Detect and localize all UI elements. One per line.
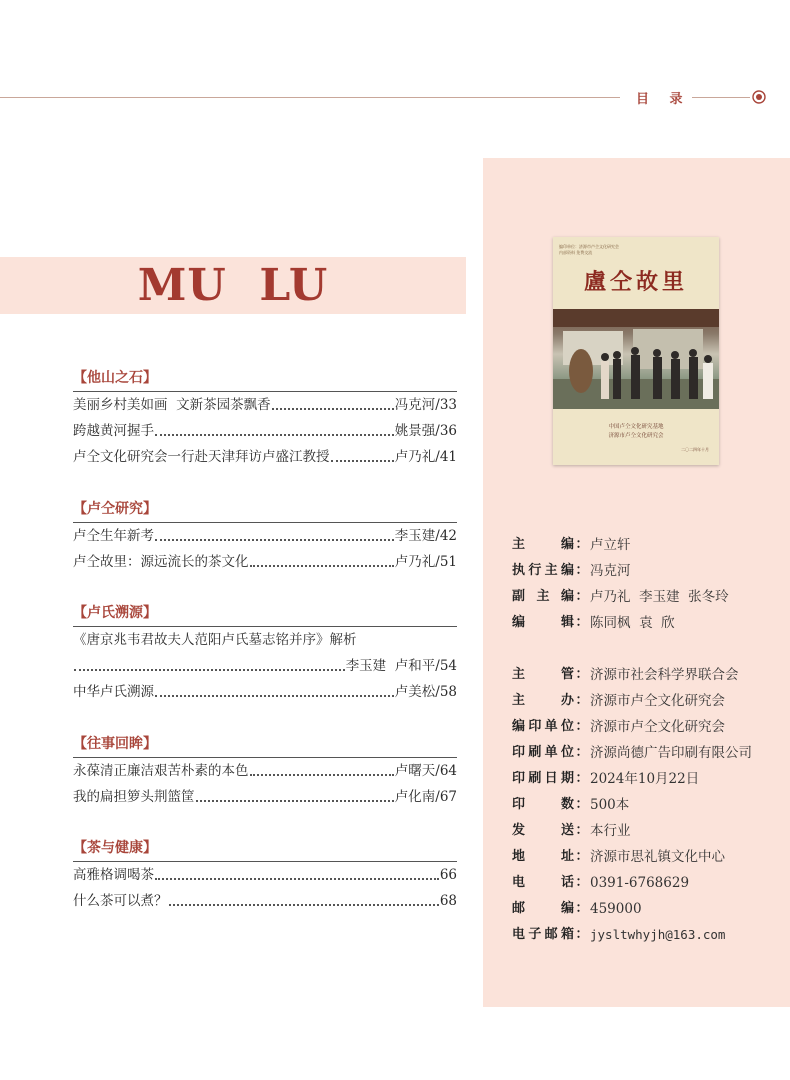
entry-page: 68	[439, 893, 457, 909]
entry-author-page: 卢乃礼/41	[394, 449, 457, 465]
info-row	[512, 532, 782, 558]
info-colon: ：	[575, 537, 589, 552]
cover-sub-line: 中国卢仝文化研究基地	[608, 424, 664, 430]
toc-entry[interactable]	[73, 758, 457, 784]
info-value: 济源市社会科学界联合会	[590, 667, 739, 683]
info-row	[512, 844, 782, 870]
info-label: 印 刷 单 位	[512, 745, 574, 760]
info-colon: ：	[575, 849, 589, 864]
cover-subtitle	[553, 423, 719, 441]
toc-entry[interactable]	[73, 523, 457, 549]
entry-title: 跨越黄河握手	[73, 423, 154, 439]
entry-author-page: 卢曙天/64	[394, 763, 457, 779]
info-label: 电 子 邮 箱	[512, 927, 574, 942]
toc-entry[interactable]	[73, 392, 457, 418]
info-row	[512, 896, 782, 922]
toc-entry[interactable]	[73, 679, 457, 705]
info-colon: ：	[575, 667, 589, 682]
entry-title: 卢仝故里：源远流长的茶文化	[73, 554, 249, 570]
info-row	[512, 922, 782, 948]
section-title: 【卢仝研究】	[73, 501, 157, 517]
dot-leader	[250, 774, 394, 776]
toc-entry[interactable]	[73, 784, 457, 810]
info-value: 济源市卢仝文化研究会	[590, 693, 725, 709]
info-value: 卢立轩	[590, 537, 631, 553]
entry-author-page: 卢化南/67	[394, 789, 457, 805]
info-colon: ：	[575, 875, 589, 890]
info-colon: ：	[575, 901, 589, 916]
cover-title: 盧仝故里	[583, 269, 688, 295]
info-row	[512, 610, 782, 636]
toc-entry[interactable]	[73, 444, 457, 470]
entry-title: 美丽乡村美如画 文新茶园茶飘香	[73, 397, 271, 413]
info-label: 发 送	[512, 823, 574, 838]
info-colon: ：	[575, 719, 589, 734]
section-lu-origins	[73, 603, 457, 705]
dot-leader	[196, 800, 394, 802]
info-label: 电 话	[512, 875, 574, 890]
publication-info	[512, 662, 782, 948]
toc-entry[interactable]	[73, 888, 457, 914]
dot-leader	[155, 539, 394, 541]
info-value: 卢乃礼 李玉建 张冬玲	[590, 589, 729, 605]
header-rule-left	[0, 97, 620, 98]
info-value: jysltwhyjh@163.com	[590, 927, 726, 942]
entry-author-page: 冯克河/33	[394, 397, 457, 413]
dot-leader	[155, 878, 439, 880]
info-label: 主 办	[512, 693, 574, 708]
toc-entry[interactable]	[73, 627, 457, 653]
cover-small-print	[559, 244, 619, 256]
entry-title: 卢仝文化研究会一行赴天津拜访卢盛江教授	[73, 449, 330, 465]
info-colon: ：	[575, 615, 589, 630]
info-label: 副 主 编	[512, 589, 574, 604]
dot-leader	[155, 695, 394, 697]
section-title: 【卢氏溯源】	[73, 605, 157, 621]
section-tea-health	[73, 838, 457, 914]
entry-title: 永葆清正廉洁艰苦朴素的本色	[73, 763, 249, 779]
entry-page: 66	[439, 867, 457, 883]
info-label: 印 刷 日 期	[512, 771, 574, 786]
dot-leader	[169, 904, 439, 906]
info-colon: ：	[575, 927, 589, 942]
cover-sub-line: 济源市卢仝文化研究会	[608, 433, 664, 439]
info-row	[512, 740, 782, 766]
entry-author-page: 卢美松/58	[394, 684, 457, 700]
info-value: 2024年10月22日	[590, 771, 700, 787]
info-colon: ：	[575, 589, 589, 604]
toc-entry[interactable]	[73, 418, 457, 444]
info-row	[512, 688, 782, 714]
section-title: 【茶与健康】	[73, 840, 157, 856]
cover-photo	[553, 309, 719, 409]
section-luquan-research	[73, 499, 457, 575]
info-row	[512, 818, 782, 844]
info-value: 本行业	[590, 823, 631, 839]
section-tashan	[73, 368, 457, 470]
info-row	[512, 766, 782, 792]
dot-leader	[250, 565, 394, 567]
editorial-info	[512, 532, 782, 636]
info-label: 编 印 单 位	[512, 719, 574, 734]
info-row	[512, 584, 782, 610]
info-value: 冯克河	[590, 563, 631, 579]
info-colon: ：	[575, 693, 589, 708]
info-value: 陈同枫 袁 欣	[590, 615, 675, 631]
entry-title: 什么茶可以煮？	[73, 893, 168, 909]
info-label: 主 管	[512, 667, 574, 682]
info-label: 编 辑	[512, 615, 574, 630]
magazine-cover	[553, 237, 719, 465]
entry-title: 《唐京兆韦君故夫人范阳卢氏墓志铭并序》解析	[73, 632, 357, 648]
cover-small-line: 编印单位：济源市卢仝文化研究会	[559, 244, 619, 249]
info-row	[512, 558, 782, 584]
header-label: 目 录	[636, 92, 691, 107]
entry-author-page: 卢乃礼/51	[394, 554, 457, 570]
entry-author-page: 李玉建/42	[394, 528, 457, 544]
info-row	[512, 870, 782, 896]
info-colon: ：	[575, 771, 589, 786]
info-row	[512, 792, 782, 818]
info-value: 济源市思礼镇文化中心	[590, 849, 725, 865]
toc-entry[interactable]	[73, 653, 457, 679]
entry-author-page: 李玉建 卢和平/54	[345, 658, 457, 674]
dot-leader	[155, 434, 394, 436]
info-value: 500本	[590, 797, 630, 813]
cover-date: 二〇二四年十月	[681, 447, 709, 452]
entry-title: 卢仝生年新考	[73, 528, 154, 544]
info-value: 济源市卢仝文化研究会	[590, 719, 725, 735]
header-rule-right	[692, 97, 750, 98]
entry-title: 中华卢氏溯源	[73, 684, 154, 700]
info-label: 地 址	[512, 849, 574, 864]
dot-leader	[331, 460, 394, 462]
toc-entry[interactable]	[73, 862, 457, 888]
info-row	[512, 714, 782, 740]
info-colon: ：	[575, 563, 589, 578]
info-value: 0391-6768629	[590, 875, 690, 891]
info-label: 执 行 主 编	[512, 563, 574, 578]
toc-entry[interactable]	[73, 549, 457, 575]
entry-author-page: 姚景强/36	[394, 423, 457, 439]
info-colon: ：	[575, 745, 589, 760]
entry-title: 我的扁担箩头荆篮筐	[73, 789, 195, 805]
dot-leader	[272, 408, 394, 410]
info-row	[512, 662, 782, 688]
info-value: 济源尚德广告印刷有限公司	[590, 745, 752, 761]
info-label: 主 编	[512, 537, 574, 552]
section-title: 【往事回眸】	[73, 736, 157, 752]
info-colon: ：	[575, 797, 589, 812]
target-circle-icon	[752, 90, 766, 104]
section-title: 【他山之石】	[73, 370, 157, 386]
info-value: 459000	[590, 901, 642, 917]
page-title: MU LU	[137, 260, 329, 311]
info-label: 邮 编	[512, 901, 574, 916]
info-colon: ：	[575, 823, 589, 838]
dot-leader	[74, 669, 345, 671]
section-memories	[73, 734, 457, 810]
cover-small-line: 内部资料 免费交流	[559, 250, 593, 255]
people-photo-illustration	[553, 309, 719, 409]
entry-title: 高雅格调喝茶	[73, 867, 154, 883]
info-label: 印 数	[512, 797, 574, 812]
